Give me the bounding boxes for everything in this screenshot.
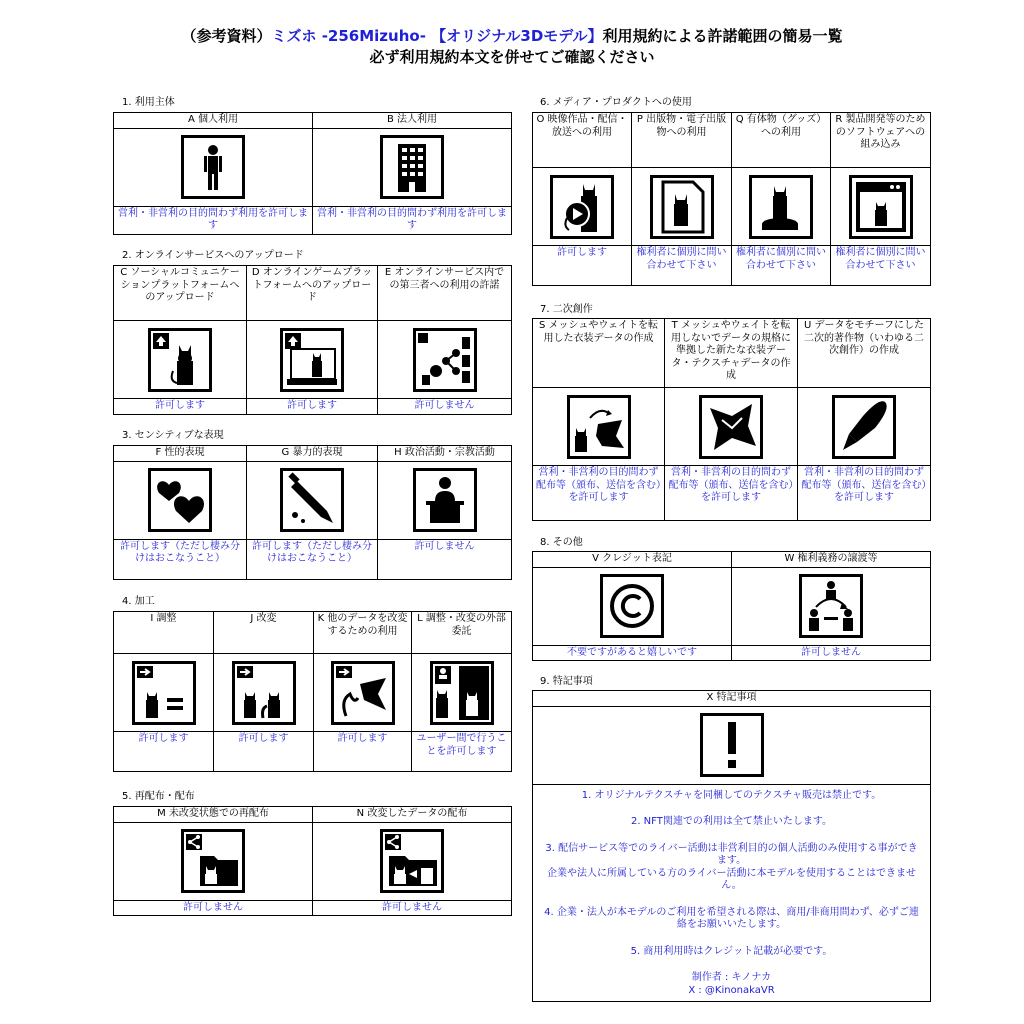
result-cell: 許可します <box>114 732 214 772</box>
icon-cell <box>247 321 378 399</box>
section-label-3: 3. センシティブな表現 <box>122 430 224 441</box>
result-cell: 許可します（ただし棲み分けはおこなうこと） <box>114 539 247 579</box>
section-table-6 <box>532 112 931 286</box>
section-table-7 <box>532 318 931 521</box>
hearts-icon <box>148 468 212 532</box>
header-cell: X 特記事項 <box>533 691 931 707</box>
icon-cell <box>314 654 412 732</box>
icon-cell <box>214 654 314 732</box>
section-label-2: 2. オンラインサービスへのアップロード <box>122 250 304 261</box>
icon-cell <box>313 128 512 206</box>
header-cell: W 権利義務の譲渡等 <box>732 552 931 568</box>
header-cell: N 改変したデータの配布 <box>313 807 512 823</box>
copyright-icon <box>600 574 664 638</box>
figure-cat-icon <box>749 175 813 239</box>
header-cell: K 他のデータを改変するための利用 <box>314 612 412 654</box>
modify-icon <box>232 661 296 725</box>
outsource-icon <box>430 661 494 725</box>
result-cell: 営利・非営利の目的問わず配布等（頒布、送信を含む）を許可します <box>798 466 931 521</box>
result-cell: 許可します <box>533 246 632 286</box>
icon-cell <box>412 654 512 732</box>
icon-cell <box>114 128 313 206</box>
header-cell: L 調整・改変の外部委託 <box>412 612 512 654</box>
icon-cell <box>533 388 665 466</box>
credit-x-link[interactable]: X : @KinonakaVR <box>688 984 775 996</box>
header-cell: F 性的表現 <box>114 446 247 462</box>
icon-cell <box>378 321 512 399</box>
icon-cell <box>732 567 931 645</box>
share-folder-modified-icon <box>380 829 444 893</box>
section-table-8 <box>532 551 931 661</box>
icon-cell <box>378 461 512 539</box>
result-cell: 許可しません <box>114 900 313 916</box>
note-3-sub: 企業や法人に所属している方のライバー活動に本モデルを使用することはできません。 <box>547 867 916 891</box>
window-cat-icon <box>849 175 913 239</box>
header-cell: E オンラインサービス内での第三者への利用の許諾 <box>378 266 512 321</box>
section-table-4 <box>113 611 512 772</box>
upload-cat-icon <box>148 328 212 392</box>
result-cell: 不要ですがあると嬉しいです <box>533 645 732 661</box>
result-cell: 許可します <box>114 399 247 415</box>
result-cell: 権利者に個別に問い合わせて下さい <box>831 246 931 286</box>
adjust-icon <box>132 661 196 725</box>
title-model: ミズホ -256Mizuho- 【オリジナル3Dモデル】 <box>271 27 603 45</box>
page-title <box>0 26 1024 68</box>
icon-cell <box>665 388 798 466</box>
icon-cell <box>831 168 931 246</box>
video-cat-icon <box>550 175 614 239</box>
result-cell: 許可しません <box>313 900 512 916</box>
icon-cell <box>533 168 632 246</box>
header-cell: V クレジット表記 <box>533 552 732 568</box>
header-cell: T メッシュやウェイトを転用しないでデータの規格に準拠した新たな衣装データ・テクスチャデータの作成 <box>665 319 798 388</box>
result-cell: 営利・非営利の目的問わず配布等（頒布、送信を含む）を許可します <box>533 466 665 521</box>
header-cell: A 個人利用 <box>114 113 313 129</box>
exclamation-icon <box>700 713 764 777</box>
knife-icon <box>280 468 344 532</box>
result-cell: 許可します <box>247 399 378 415</box>
note-5: 5. 商用利用時はクレジット記載が必要です。 <box>630 945 833 957</box>
result-cell: 営利・非営利の目的問わず利用を許可します <box>114 206 313 234</box>
title-prefix: （参考資料） <box>181 27 272 45</box>
result-cell: 許可します <box>214 732 314 772</box>
section-label-4: 4. 加工 <box>122 596 155 607</box>
notes-cell <box>533 784 931 1002</box>
section-label-5: 5. 再配布・配布 <box>122 791 195 802</box>
section-table-2 <box>113 265 512 415</box>
morph-icon <box>331 661 395 725</box>
header-cell: P 出版物・電子出版物への利用 <box>632 113 732 168</box>
note-1: 1. オリジナルテクスチャを同梱してのテクスチャ販売は禁止です。 <box>581 789 882 801</box>
section-label-8: 8. その他 <box>540 537 583 548</box>
section-table-1 <box>113 112 512 235</box>
icon-cell <box>632 168 732 246</box>
icon-cell <box>732 168 831 246</box>
icon-cell <box>247 461 378 539</box>
header-cell: Q 有体物（グッズ）への利用 <box>732 113 831 168</box>
result-cell: 許可しません <box>732 645 931 661</box>
podium-icon <box>413 468 477 532</box>
cat-cloth-icon <box>567 395 631 459</box>
person-icon <box>181 135 245 199</box>
title-suffix: 利用規約による許諾範囲の簡易一覧 <box>602 27 843 45</box>
page-subtitle: 必ず利用規約本文を併せてご確認ください <box>369 48 655 66</box>
result-cell: 営利・非営利の目的問わず配布等（頒布、送信を含む）を許可します <box>665 466 798 521</box>
result-cell: 権利者に個別に問い合わせて下さい <box>732 246 831 286</box>
icon-cell <box>114 461 247 539</box>
transfer-icon <box>799 574 863 638</box>
icon-cell <box>533 567 732 645</box>
header-cell: O 映像作品・配信・放送への利用 <box>533 113 632 168</box>
section-label-6: 6. メディア・プロダクトへの使用 <box>540 97 692 108</box>
result-cell: 許可しません <box>378 399 512 415</box>
icon-cell <box>313 822 512 900</box>
icon-cell <box>533 706 931 784</box>
section-table-9 <box>532 690 931 1002</box>
section-label-1: 1. 利用主体 <box>122 97 175 108</box>
building-icon <box>380 135 444 199</box>
share-folder-icon <box>181 829 245 893</box>
header-cell: U データをモチーフにした二次的著作物（いわゆる二次創作）の作成 <box>798 319 931 388</box>
header-cell: J 改変 <box>214 612 314 654</box>
note-3: 3. 配信サービス等でのライバー活動は非営利目的の個人活動のみ使用する事ができます。 <box>545 842 918 866</box>
note-2: 2. NFT関連での利用は全て禁止いたします。 <box>630 816 833 827</box>
credit-author: 制作者 : キノナカ <box>691 972 772 983</box>
result-cell: ユーザー間で行うことを許可します <box>412 732 512 772</box>
upload-screen-cat-icon <box>280 328 344 392</box>
icon-cell <box>798 388 931 466</box>
result-cell: 営利・非営利の目的問わず利用を許可します <box>313 206 512 234</box>
result-cell: 権利者に個別に問い合わせて下さい <box>632 246 732 286</box>
section-label-9: 9. 特記事項 <box>540 676 593 687</box>
result-cell: 許可します <box>314 732 412 772</box>
section-table-5 <box>113 806 512 916</box>
section-table-3 <box>113 445 512 580</box>
icon-cell <box>114 822 313 900</box>
header-cell: B 法人利用 <box>313 113 512 129</box>
result-cell: 許可します（ただし棲み分けはおこなうこと） <box>247 539 378 579</box>
result-cell: 許可しません <box>378 539 512 579</box>
icon-cell <box>114 321 247 399</box>
note-4: 4. 企業・法人が本モデルのご利用を希望される際は、商用/非商用問わず、必ずご連絡をお願いいたします。 <box>544 906 919 930</box>
header-cell: D オンラインゲームプラットフォームへのアップロード <box>247 266 378 321</box>
document-cat-icon <box>650 175 714 239</box>
header-cell: H 政治活動・宗教活動 <box>378 446 512 462</box>
header-cell: R 製品開発等のためのソフトウェアへの組み込み <box>831 113 931 168</box>
share-people-icon <box>413 328 477 392</box>
header-cell: G 暴力的表現 <box>247 446 378 462</box>
header-cell: M 未改変状態での再配布 <box>114 807 313 823</box>
pen-icon <box>832 395 896 459</box>
header-cell: C ソーシャルコミュニケーションプラットフォームへのアップロード <box>114 266 247 321</box>
header-cell: I 調整 <box>114 612 214 654</box>
header-cell: S メッシュやウェイトを転用した衣装データの作成 <box>533 319 665 388</box>
cloth-icon <box>699 395 763 459</box>
section-label-7: 7. 二次創作 <box>540 304 593 315</box>
icon-cell <box>114 654 214 732</box>
